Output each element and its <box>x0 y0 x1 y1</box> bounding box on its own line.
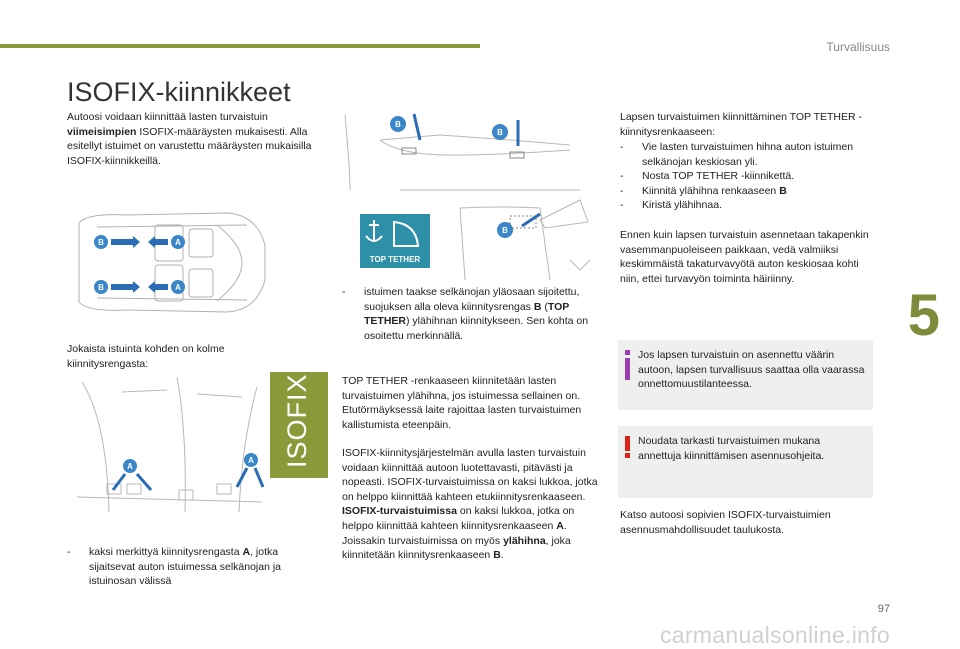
isofix-tag-label: ISOFIX <box>282 373 312 468</box>
step-text: Vie lasten turvaistuimen hihna auton istuimen selkänojan keskiosan yli. <box>642 141 854 168</box>
bullet-b-text-2: ( <box>541 300 548 313</box>
warning-note-box <box>618 426 873 498</box>
tether-label-b2: B <box>497 128 503 137</box>
seat-label-a1: A <box>127 462 133 471</box>
closing-paragraph: Katso autoosi sopivien ISOFIX-turvaistuimien asennusmahdollisuudet taulukosta. <box>620 509 831 536</box>
system-paragraph <box>342 446 600 563</box>
page-number: 97 <box>877 603 890 615</box>
step-dash: - <box>620 184 624 197</box>
bullet-a-text-1: kaksi merkittyä kiinnitysrengasta <box>89 546 243 558</box>
before-install-paragraph: Ennen kuin lapsen turvaistuin asennetaan takapenkin vasemmanpuoleiseen paikkaan, vedä valmiiksi keskimmäistä takaturvavyötä auton keskiosaa kohti niin, ettei turvavyön toiminta häiriinny. <box>620 229 869 285</box>
system-bold-2: ylähihna <box>503 534 546 547</box>
intro-paragraph <box>67 110 325 168</box>
system-bold-1: ISOFIX-turvaistuimissa <box>342 505 457 518</box>
diagram-label-b1: B <box>98 238 104 247</box>
diagram-label-a1: A <box>175 238 181 247</box>
info-note-text: Jos lapsen turvaistuin on asennettu väärin autoon, lapsen turvallisuus saattaa olla vaarassa onnettomuustilanteessa. <box>638 349 865 391</box>
step-item <box>620 184 870 199</box>
top-tether-label: TOP TETHER <box>369 255 421 264</box>
isofix-tag <box>270 372 328 478</box>
bullet-anchor-b <box>342 285 597 343</box>
system-text-1: ISOFIX-kiinnitysjärjestelmän avulla lasten turvaistuin voidaan kiinnittää autoon luotettavasti, pitävästi ja nopeasti. ISOFIX-turvaistuimissa on kaksi lukkoa, jotka on helppo kiinnittää kahteen etukiinnitysrenkaaseen. <box>342 447 598 503</box>
system-text-4: Joissakin turvaistuimissa on myös <box>342 534 504 547</box>
warning-icon <box>625 436 630 458</box>
step-text: Nosta TOP TETHER -kiinnikettä. <box>642 170 795 183</box>
car-topview-diagram <box>67 205 267 320</box>
system-bold-a: A <box>556 519 564 532</box>
step-bold: B <box>779 184 787 197</box>
intro-text-1: Autoosi voidaan kiinnittää lasten turvaistuin <box>67 111 268 123</box>
step-text: Kiinnitä ylähihna renkaaseen <box>642 184 780 197</box>
system-bold-b: B <box>493 549 501 562</box>
bullet-b-bold-2: TOP TETHER <box>364 300 570 328</box>
anchor-seat-icon <box>360 214 430 254</box>
bullet-dash: - <box>67 546 71 558</box>
tether-label-b3: B <box>502 226 508 235</box>
watermark: carmanualsonline.info <box>659 622 890 648</box>
bullet-b-text-1: istuimen taakse selkänojan yläosaan sijoitettu, suojuksen alla oleva kiinnitysrengas <box>364 286 580 313</box>
step-item <box>620 140 870 169</box>
bullet-b-text-3: ) ylähihnan kiinnitykseen. Sen kohta on osoitettu merkinnällä. <box>364 315 589 342</box>
bullet-dash: - <box>342 286 346 298</box>
diagram-label-a2: A <box>175 283 181 292</box>
chapter-number: 5 <box>907 283 940 348</box>
step-dash: - <box>620 141 624 153</box>
intro-bold: viimeisimpien <box>67 125 137 138</box>
tether-label-b1: B <box>395 120 401 129</box>
tether-paragraph: TOP TETHER -renkaaseen kiinnitetään lasten turvaistuimen ylähihna, jos istuimessa sellainen on. Etutörmäyksessä laite rajoittaa lasten turvaistuimen kallistumista eteenpäin. <box>342 375 582 431</box>
system-text-3: . <box>563 519 567 532</box>
top-tether-logo <box>360 214 430 268</box>
intro-text-2: ISOFIX-määräysten mukaisesti. Alla esitellyt istuimet on varustettu määräysten mukaisilla ISOFIX-kiinnikkeillä. <box>67 125 312 167</box>
system-text-5: , joka kiinnitetään kiinnitysrenkaaseen <box>342 534 571 562</box>
header-accent-bar <box>0 44 480 48</box>
system-text-2: on kaksi lukkoa, jotka on helppo kiinnittää kahteen kiinnitysrenkaaseen <box>342 505 575 532</box>
step-dash: - <box>620 170 624 183</box>
bullet-a-bold: A <box>242 546 251 558</box>
rear-seat-diagram <box>67 372 267 522</box>
seat-label-a2: A <box>248 456 254 465</box>
section-title: Turvallisuus <box>826 40 890 54</box>
diagram-label-b2: B <box>98 283 104 292</box>
info-note-box <box>618 340 873 410</box>
bullet-anchor-a <box>67 545 322 589</box>
page-title: ISOFIX-kiinnikkeet <box>67 77 291 107</box>
bullet-b-bold-1: B <box>533 300 542 313</box>
anchor-points-intro: Jokaista istuinta kohden on kolme kiinnitysrengasta: <box>67 343 225 370</box>
bullet-a-text-2: , jotka sijaitsevat auton istuimessa selkänojan ja istuinosan välissä <box>89 546 282 588</box>
warning-note-text: Noudata tarkasti turvaistuimen mukana annettuja kiinnittämisen asennusohjeita. <box>638 435 825 462</box>
steps-heading: Lapsen turvaistuimen kiinnittäminen TOP TETHER -kiinnitysrenkaaseen: <box>620 111 862 138</box>
step-item <box>620 169 870 184</box>
info-icon <box>625 350 630 380</box>
step-item <box>620 198 870 213</box>
steps-list <box>620 140 870 213</box>
step-text: Kiristä ylähihnaa. <box>642 199 722 212</box>
step-dash: - <box>620 199 624 212</box>
system-text-6: . <box>500 549 504 562</box>
